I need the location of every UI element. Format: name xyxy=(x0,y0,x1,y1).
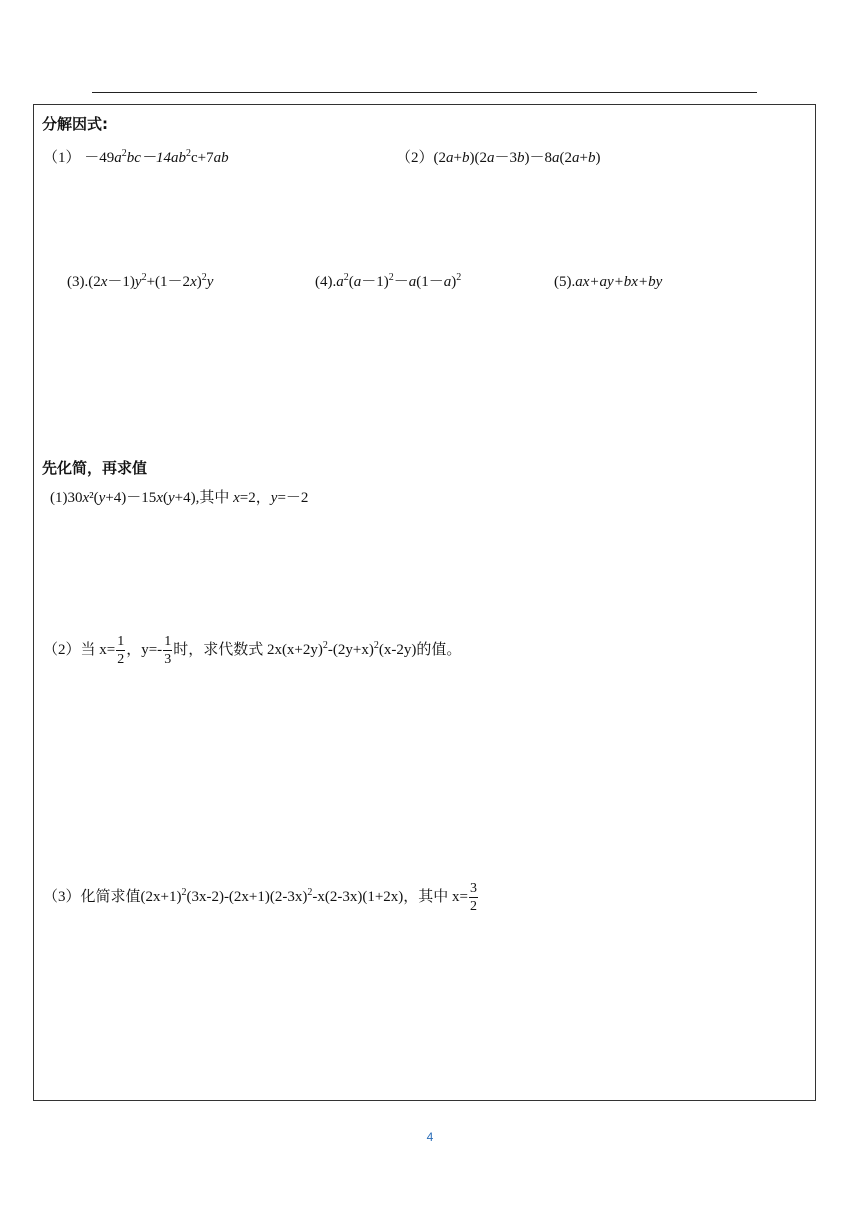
problem-5: (5).ax+ay+bx+by xyxy=(554,274,663,290)
evaluate-question-1: (1)30x²(y+4)－15x(y+4),其中 x=2，y=－2 xyxy=(50,490,309,506)
problem-1: $(1) -49a^2bc-14ab^2c+7ab$ xyxy=(43,148,229,166)
fraction-one-third: $\frac{1}{3}$ xyxy=(164,634,172,668)
factorize-heading: 分解因式: xyxy=(42,115,108,133)
problem-4: $(4).a^2(a-1)^2-a(1-a)^2$ xyxy=(315,272,462,290)
fraction-three-halves: $\frac{3}{2}$ xyxy=(470,881,478,915)
header-rule xyxy=(92,92,757,93)
worksheet-frame xyxy=(33,104,816,1101)
simplify-evaluate-heading: 先化简，再求值 xyxy=(42,459,148,477)
problem-3: $(3).(2x-1)y^2+(1-2x)^2y$ xyxy=(67,272,214,290)
fraction-one-half: $\frac{1}{2}$ xyxy=(117,634,125,668)
page-number: 4 xyxy=(426,1130,434,1144)
evaluate-question-3: （3）化简求值$(2x+1)^2(3x-2)-(2x+1)(2-3x)^2-x(2-3x)(1+2x)$，其中 x= $\frac{3}{2}$ xyxy=(43,881,478,915)
evaluate-question-2: （2）当 x= $\frac{1}{2}$ ，y=- $\frac{1}{3}$ 时，求代数式 $2x(x+2y)^2-(2y+x)^2(x-2y)$的值。 xyxy=(43,634,462,668)
problem-2: （2）(2a+b)(2a－3b)－8a(2a+b) xyxy=(396,150,601,166)
